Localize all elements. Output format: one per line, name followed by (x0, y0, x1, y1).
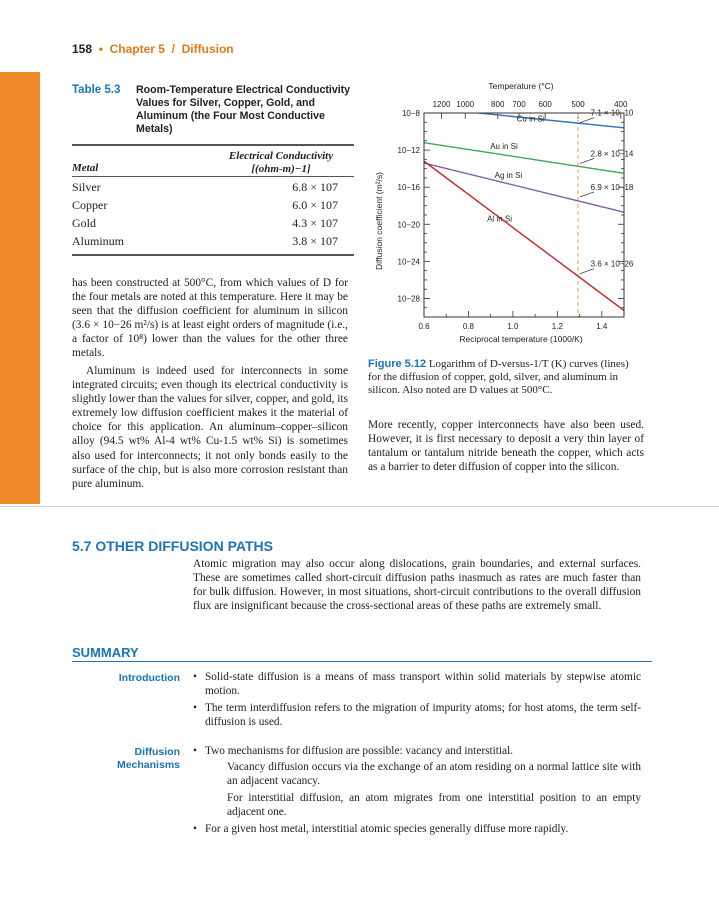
y-tick-label: 10−24 (397, 257, 420, 267)
annotation-leader (580, 192, 594, 197)
table-cell-value: 6.0 × 107 (292, 198, 338, 212)
chart-top-axis-label: Temperature (°C) (488, 81, 554, 91)
section-divider (0, 506, 719, 507)
plot-frame (424, 113, 624, 317)
list-subitem (227, 791, 641, 819)
x-axis-ticks (418, 311, 624, 331)
y-tick-label: 10−8 (401, 109, 420, 118)
y-tick-label: 10−16 (397, 183, 420, 193)
list-item (193, 701, 641, 729)
section-title: 5.7 OTHER DIFFUSION PATHS (72, 538, 273, 554)
top-tick-label: 700 (512, 100, 526, 109)
chapter-title: Diffusion (181, 42, 234, 56)
diffusion-chart (368, 76, 644, 348)
annotation-leader (580, 269, 594, 274)
chapter-label: Chapter 5 (109, 42, 165, 56)
chart-y-axis-label: Diffusion coefficient (m²/s) (374, 172, 384, 270)
table-row (72, 198, 354, 216)
summary-side-label-introduction: Introduction (118, 672, 180, 684)
summary-bullet-text: Solid-state diffusion is a means of mass transport within solid materials by stepwise atomic motion. (205, 671, 641, 697)
table-cell-value: 3.8 × 107 (292, 234, 338, 248)
table-header-conductivity-line1: Electrical Conductivity (228, 150, 334, 162)
table-top-rule (72, 144, 354, 146)
x-tick-label: 0.6 (418, 322, 430, 331)
top-tick-label: 1200 (432, 100, 451, 109)
summary-subitem-text: Vacancy diffusion occurs via the exchange of an atom residing on a normal lattice site with an adjacent vacancy. (227, 761, 641, 787)
bullet-icon: • (193, 823, 197, 835)
annotation-leader (580, 118, 594, 123)
table-cell-metal: Aluminum (72, 234, 125, 248)
table-row (72, 234, 354, 252)
x-tick-label: 1.4 (596, 322, 608, 331)
table-row (72, 180, 354, 198)
summary-bullet-text: Two mechanisms for diffusion are possible: vacancy and interstitial. (205, 745, 514, 757)
series-label: Au in Si (490, 141, 518, 151)
x-tick-label: 1.0 (507, 322, 519, 331)
table-label: Table 5.3 (72, 84, 121, 96)
list-item (193, 670, 641, 698)
y-axis-ticks (398, 109, 421, 303)
chart-series (424, 107, 624, 310)
table-header-metal: Metal (72, 162, 99, 174)
bullet-icon: • (193, 671, 197, 683)
series-label: Ag in Si (494, 170, 523, 180)
left-paragraph-2: Aluminum is indeed used for interconnects in some integrated circuits; even though its electrical conductivity is slightly lower than the values for silver, copper, and gold, its extremely low diffusion coefficient makes it the material of choice for this application. An aluminum–copper–silicon alloy (94.5 wt% Al-4 wt% Cu-1.5 wt% Si) is sometimes also used for interconnects; it not only bonds easily to the surface of the chip, but is also more corrosion resistant than pure aluminum. (72, 365, 348, 490)
summary-bullet-text: The term interdiffusion refers to the migration of impurity atoms; for host atoms, the term self-diffusion is used. (205, 702, 641, 728)
y-tick-label: 10−12 (397, 146, 420, 156)
series-label: Al in Si (487, 214, 513, 224)
summary-side-label-line1: Diffusion (134, 746, 180, 758)
bullet-icon: • (193, 745, 197, 757)
top-tick-label: 400 (614, 100, 628, 109)
list-item (193, 822, 641, 836)
top-tick-label: 600 (538, 100, 552, 109)
list-subitem (227, 760, 641, 788)
table-header-conductivity (208, 150, 354, 176)
series-label: Cu in Si (516, 114, 545, 124)
figure-label: Figure 5.12 (368, 358, 427, 370)
chart-annotations (580, 109, 634, 274)
table-header-rule (72, 176, 354, 177)
chart-gridlines (424, 113, 624, 317)
x-tick-label: 0.8 (462, 322, 475, 331)
figure-caption-text: Logarithm of D-versus-1/T (K) curves (lines) for the diffusion of copper, gold, silver, and aluminum in silicon. Also noted are D values at 500°C. (368, 358, 629, 396)
annotation-label: 7.1 × 10−10 (590, 108, 634, 118)
table-cell-metal: Silver (72, 180, 101, 194)
table-cell-value: 4.3 × 107 (292, 216, 338, 230)
table-row (72, 216, 354, 234)
page-header (72, 42, 234, 56)
section-body: Atomic migration may also occur along dislocations, grain boundaries, and external surfaces. These are sometimes called short-circuit diffusion paths inasmuch as rates are much faster than for bulk diffusion. However, in most situations, short-circuit contributions to the overall diffusion flux are insignificant because the cross-sectional areas of these paths are extremely small. (193, 558, 641, 613)
summary-bullet-text: For a given host metal, interstitial atomic species generally diffuse more rapidly. (205, 823, 569, 835)
figure-caption (368, 358, 644, 397)
page-number: 158 (72, 42, 93, 56)
header-separator: • (98, 42, 103, 56)
annotation-label: 6.9 × 10−18 (590, 182, 634, 192)
summary-side-label-mechanisms (72, 746, 180, 772)
table-header-conductivity-line2: [(ohm-m)−1] (251, 163, 311, 175)
top-tick-label: 800 (491, 100, 505, 109)
annotation-leader (580, 158, 594, 163)
table-cell-value: 6.8 × 107 (292, 180, 338, 194)
annotation-label: 2.8 × 10−14 (590, 149, 634, 159)
summary-subitem-text: For interstitial diffusion, an atom migrates from one interstitial position to an empty adjacent one. (227, 792, 641, 818)
table-caption: Room-Temperature Electrical Conductivity Values for Silver, Copper, Gold, and Aluminum (the Four Most Conductive Metals) (136, 84, 351, 135)
annotation-label: 3.6 × 10−26 (590, 259, 634, 269)
summary-rule (72, 661, 652, 662)
bullet-icon: • (193, 702, 197, 714)
table-bottom-rule (72, 254, 354, 256)
summary-title: SUMMARY (72, 645, 139, 660)
left-paragraph-1: has been constructed at 500°C, from which values of D for the four metals are noted at this temperature. Here it may be seen that the diffusion coefficient for aluminum in silicon (3.6 × 10−26 m²/s) is at least eight orders of magnitude (i.e., a factor of 10⁸) lower than the values for the other three metals. (72, 277, 348, 360)
list-item (193, 744, 641, 758)
table-cell-metal: Copper (72, 198, 108, 212)
x-tick-label: 1.2 (551, 322, 563, 331)
chapter-color-tab (0, 72, 40, 504)
top-tick-label: 500 (571, 100, 585, 109)
y-tick-label: 10−28 (397, 294, 420, 304)
table-cell-metal: Gold (72, 216, 96, 230)
y-tick-label: 10−20 (397, 220, 420, 230)
chart-x-axis-label: Reciprocal temperature (1000/K) (459, 334, 583, 344)
header-slash: / (171, 42, 175, 56)
right-paragraph-1: More recently, copper interconnects have also been used. However, it is first necessary to deposit a very thin layer of tantalum or tantalum nitride beneath the copper, which acts as a barrier to deter diffusion of copper into the silicon. (368, 419, 644, 474)
top-tick-label: 1000 (456, 100, 475, 109)
summary-side-label-line2: Mechanisms (116, 759, 180, 771)
